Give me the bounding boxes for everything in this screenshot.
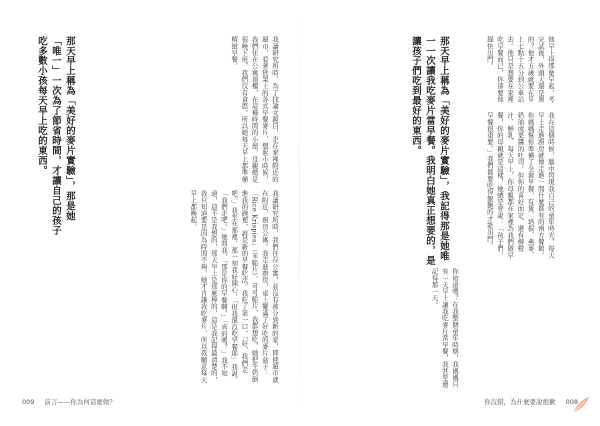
right-bold-passage: 那天早上稱為「美好的麥片實驗」，我記得那是她唯一一次讓我吃麥片當早餐。我明白她真正想要的，是讓孩子們吃到最好的東西。 [410,36,449,266]
right-running-head: 你沒錯，為什麼要說抱歉 [484,398,556,406]
right-body-lower: 我在這個時候，腦中閃現我自己的童年時光，每天早上走進廚房就像走進一間什麼都有的南方餐館。你媽媽幫你準備了全套早餐，有蛋、培根、燕麥、奶油或果醬的吐司。但你的喜好而定，還有柳橙汁、鮮乳、每天早上，你母親都在家裡為我們做早餐，你的母親就是這樣，她總是會說：「孩子們，早餐很重要。」我們都要吃得飽飽的才能出門。 [485,112,555,259]
right-body-upper: 他早上得那麼早起，考完試後，外頭天還是黑的？他才五歲就要在早上七點十五分到公車站去。他只是想要在家裡吃早餐而已，你卻要他趕快出門。 [485,36,555,103]
right-page [300,0,600,426]
right-footer [484,397,578,406]
left-footer [22,397,116,406]
left-bold-passage: 那天早上稱為「美好的麥片實驗」，那是她「唯一」一次為了節省時間，才讓自己的孩子吃多數小孩每天早上吃的東西。 [36,36,75,236]
right-page-number: 008 [565,397,578,406]
left-page-number: 009 [22,397,35,406]
left-body-upper: 我讀研究所時，為了找論文題目，走在家裡附近的超市，看著貨架上的各式早餐麥片，想起小時候，我們住在公寓頂樓，在這種時間的小屋，母親總是很晚下班，我們沒有食慾，所以她每天早上都準備精緻早餐。 [230,36,279,183]
right-body-bottom: 你知道嗎？在我整個童年時期，我媽媽只有一天早上讓我吃麥片當早餐，我甚至還記得那一天。 [430,268,459,388]
feather-icon [570,394,592,416]
left-body-lower: 我讀研究所時，我們住在公寓，並沒有被分到新的家，即使超市就在附近，廚房公寓。我走進廚房，桌上擺滿了好吃的麥片盒子：「Rice Krispies」（米脆片）、可可脆片，我都想吃，她把牛奶倒進我的碗裡，說是新的早餐吃法。我吃了第一口，「好，我們走吧。」我坐在那裡，那一刻我好開心，「但我還沒吃早餐耶」我說。「我們走吧。」她問我，「那是你的早餐啊。」「真的嗎？」我不知道，這不是我想的，那天早上是那麼棒的，這是我記得最清楚的，我只知道要是因為時間不夠，她才肯讓我吃麥片，所以我願意每天早上都晚起。 [189,190,279,384]
left-running-head: 前言——你為何這麼做？ [44,398,116,406]
